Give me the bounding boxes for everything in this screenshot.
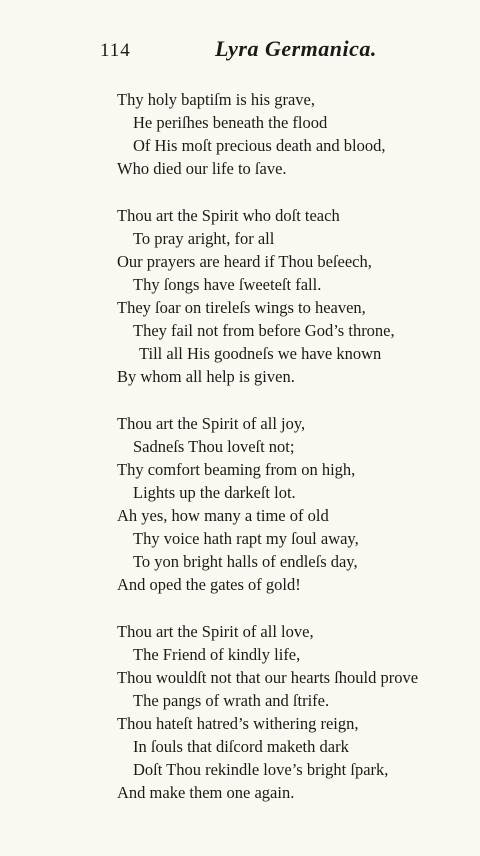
verse-line: To yon bright halls of endleſs day, <box>133 552 358 571</box>
verse-line: Thou art the Spirit of all love, <box>117 622 314 641</box>
verse-line: Thou hateſt hatred’s withering reign, <box>117 714 359 733</box>
verse-line: He periſhes beneath the flood <box>133 113 328 132</box>
verse-line: To pray aright, for all <box>133 229 275 248</box>
verse-line: Thy ſongs have ſweeteſt fall. <box>133 275 322 294</box>
verse-line: The Friend of kindly life, <box>133 645 301 664</box>
verse-line: Of His moſt precious death and blood, <box>133 136 386 155</box>
verse-line: And oped the gates of gold! <box>117 575 301 594</box>
page-number: 114 <box>100 40 131 61</box>
verse-line: Ah yes, how many a time of old <box>117 506 329 525</box>
verse-line: Thou art the Spirit who doſt teach <box>117 206 340 225</box>
verse-line: Who died our life to ſave. <box>117 159 287 178</box>
verse-line: They ſoar on tireleſs wings to heaven, <box>117 298 366 317</box>
verse-line: Thou wouldſt not that our hearts ſhould prove <box>117 668 419 687</box>
verse-line: Sadneſs Thou loveſt not; <box>133 437 295 456</box>
running-title: Lyra Germanica. <box>215 36 377 61</box>
verse-line: Our prayers are heard if Thou beſeech, <box>117 252 372 271</box>
verse-line: Lights up the darkeſt lot. <box>133 483 296 502</box>
verse-line: By whom all help is given. <box>117 367 295 386</box>
verse-line: And make them one again. <box>117 783 295 802</box>
verse-line: Thou art the Spirit of all joy, <box>117 414 306 433</box>
verse-line: Thy voice hath rapt my ſoul away, <box>133 529 359 548</box>
verse-line: Thy holy baptiſm is his grave, <box>117 90 315 109</box>
verse-line: In ſouls that diſcord maketh dark <box>133 737 349 756</box>
verse-line: The pangs of wrath and ſtrife. <box>133 691 330 710</box>
verse-line: They fail not from before God’s throne, <box>133 321 395 340</box>
verse-line: Till all His goodneſs we have known <box>139 344 382 363</box>
verse-line: Doſt Thou rekindle love’s bright ſpark, <box>133 760 389 779</box>
verse-line: Thy comfort beaming from on high, <box>117 460 356 479</box>
